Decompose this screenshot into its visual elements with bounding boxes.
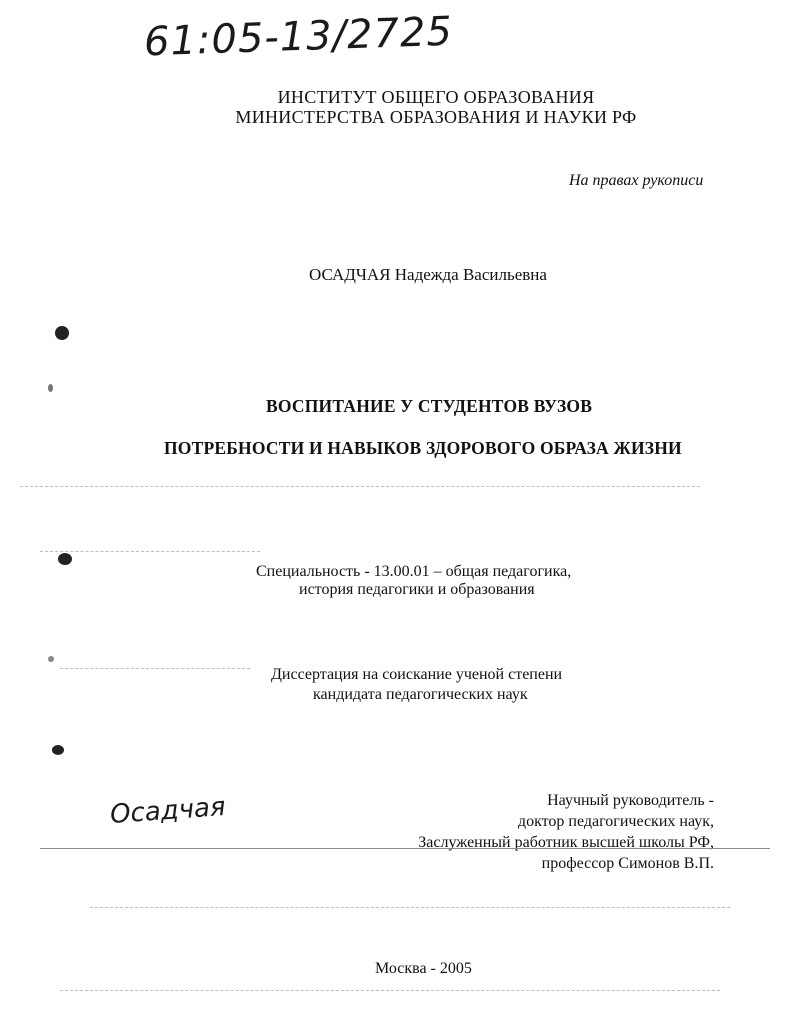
- place-year: Москва - 2005: [375, 960, 472, 977]
- degree-line-2: кандидата педагогических наук: [313, 686, 528, 703]
- scan-speck: [48, 384, 53, 392]
- specialty-line-2: история педагогики и образования: [299, 581, 535, 598]
- hole-punch-mark: [55, 326, 69, 340]
- scan-artifact-line: [40, 551, 260, 552]
- supervisor-line-4: профессор Симонов В.П.: [541, 855, 714, 872]
- degree-line-1: Диссертация на соискание ученой степени: [271, 666, 563, 683]
- scan-speck: [48, 656, 54, 662]
- archive-number: 61:05-13/2725: [143, 8, 454, 66]
- institute-line-1: ИНСТИТУТ ОБЩЕГО ОБРАЗОВАНИЯ: [277, 87, 595, 107]
- author-name: [309, 265, 547, 285]
- specialty-line-1: Специальность - 13.00.01 – общая педагогика,: [256, 563, 572, 580]
- author-signature: Осадчая: [109, 792, 227, 830]
- title-line-1: ВОСПИТАНИЕ У СТУДЕНТОВ ВУЗОВ: [266, 396, 593, 416]
- supervisor-line-3: Заслуженный работник высшей школы РФ,: [418, 834, 714, 851]
- scan-artifact-line: [20, 486, 700, 487]
- scan-artifact-line: [60, 990, 720, 991]
- hole-punch-mark: [58, 553, 72, 565]
- author-given-names: Надежда Васильевна: [394, 265, 547, 284]
- hole-punch-mark: [52, 745, 64, 755]
- scan-artifact-line: [60, 668, 250, 669]
- institute-line-2: МИНИСТЕРСТВА ОБРАЗОВАНИЯ И НАУКИ РФ: [235, 107, 637, 127]
- scan-artifact-line: [40, 848, 770, 849]
- manuscript-note: На правах рукописи: [569, 172, 704, 189]
- author-surname: ОСАДЧАЯ: [309, 265, 391, 284]
- supervisor-line-2: доктор педагогических наук,: [517, 813, 714, 830]
- title-line-2: ПОТРЕБНОСТИ И НАВЫКОВ ЗДОРОВОГО ОБРАЗА ЖИЗНИ: [164, 438, 682, 458]
- supervisor-line-1: Научный руководитель -: [547, 792, 714, 809]
- scan-artifact-line: [90, 907, 730, 908]
